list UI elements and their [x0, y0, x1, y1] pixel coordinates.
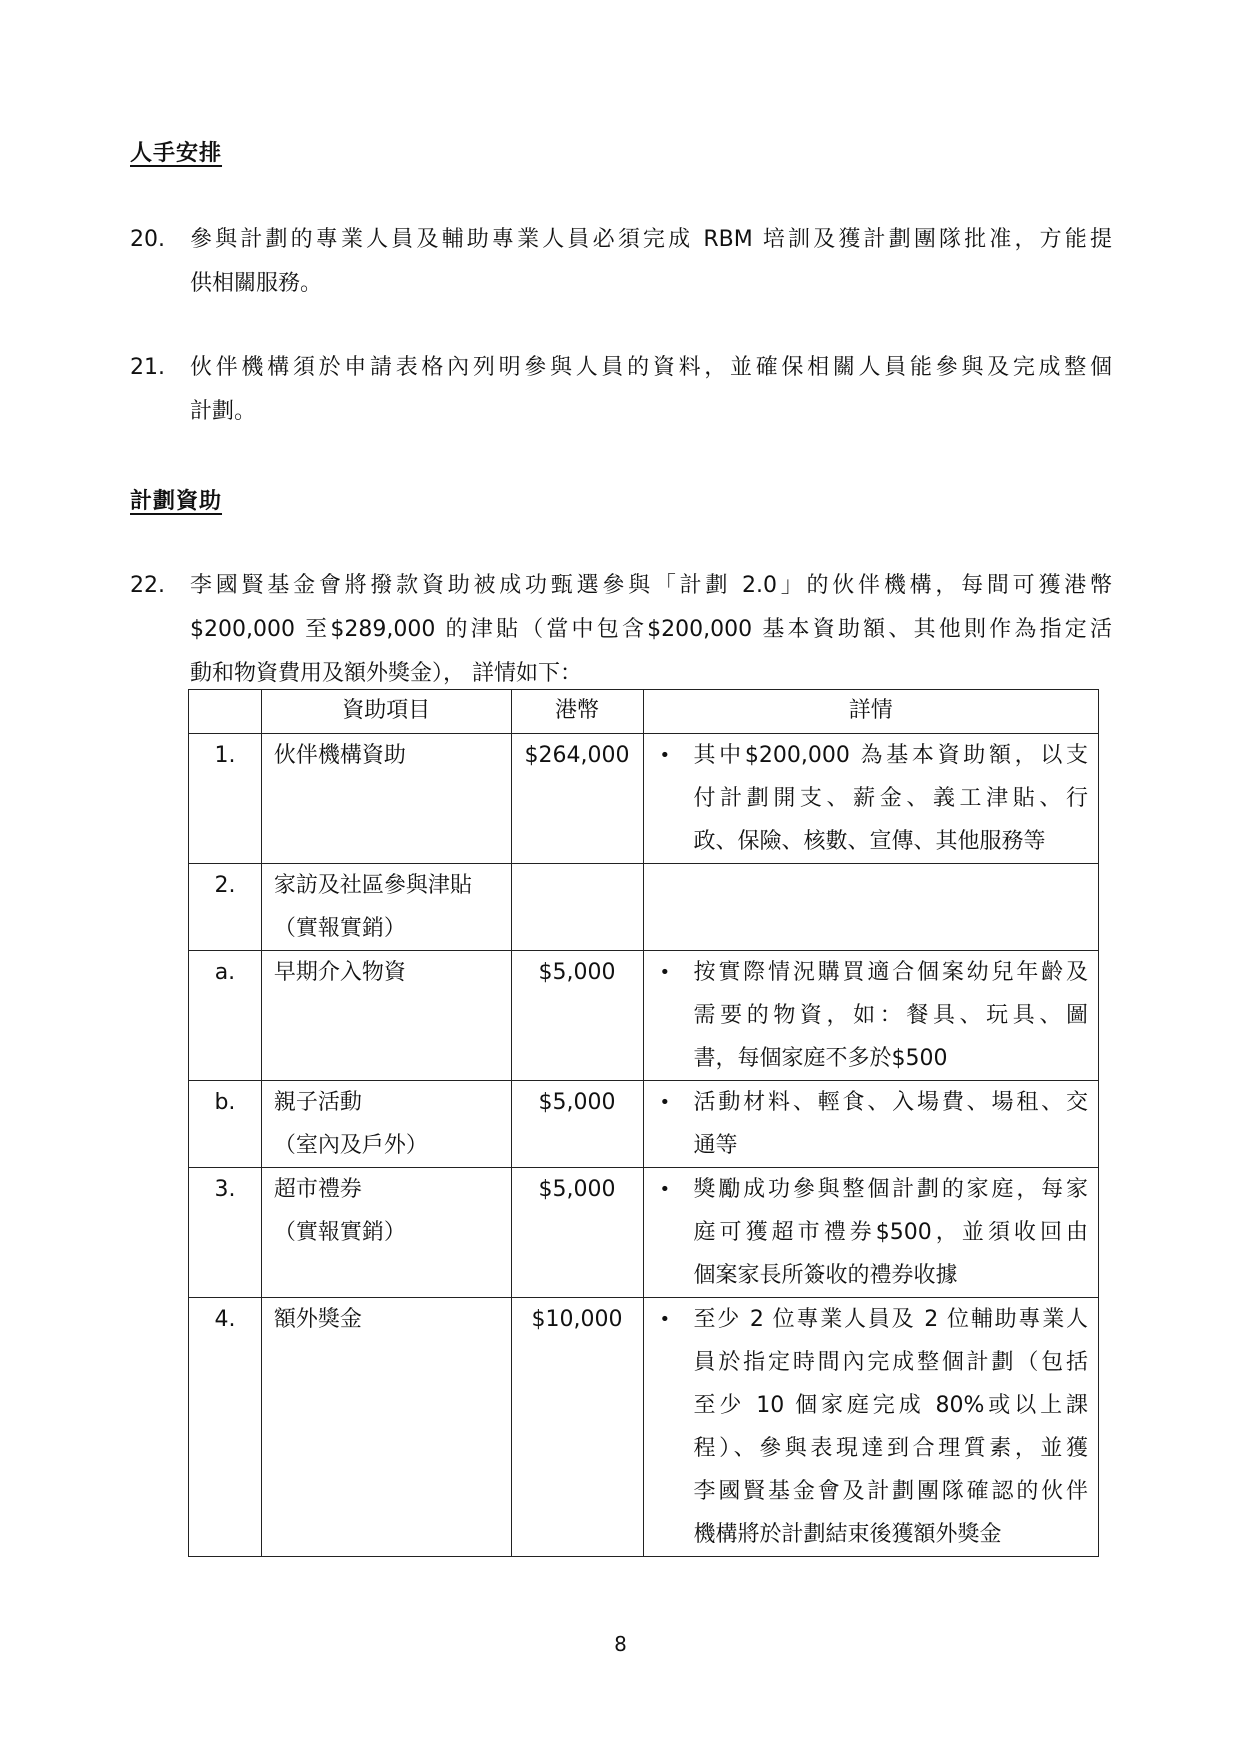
table-row	[189, 951, 1099, 1081]
row-amount: $5,000	[511, 1081, 643, 1168]
table-row	[189, 1298, 1099, 1557]
row-amount: $264,000	[511, 734, 643, 864]
item-line: （實報實銷）	[273, 916, 406, 941]
row-number: 1.	[189, 734, 262, 864]
row-number: 2.	[189, 864, 262, 951]
table-row	[189, 864, 1099, 951]
details-line: 需要的物資，如：餐具、玩具、圖	[693, 1003, 1088, 1028]
details-line: 員於指定時間內完成整個計劃（包括	[693, 1350, 1088, 1375]
details-line: 至少 2 位專業人員及 2 位輔助專業人	[693, 1307, 1088, 1332]
row-details	[643, 734, 1099, 864]
section-heading-staffing: 人手安排	[130, 141, 223, 166]
page-number: 8	[614, 1632, 627, 1656]
details-line: 程）、參與表現達到合理質素，並獲	[693, 1436, 1088, 1461]
row-amount: $10,000	[511, 1298, 643, 1557]
row-item	[261, 1081, 511, 1168]
row-item	[261, 951, 511, 1081]
details-line: 個案家長所簽收的禮券收據	[693, 1263, 958, 1288]
paragraph-line: 參與計劃的專業人員及輔助專業人員必須完成 RBM 培訓及獲計劃團隊批准，方能提	[190, 227, 1112, 252]
item-line: 早期介入物資	[273, 960, 406, 985]
row-item	[261, 734, 511, 864]
paragraph-number: 22.	[130, 573, 165, 598]
paragraph-line: 伙伴機構須於申請表格內列明參與人員的資料，並確保相關人員能參與及完成整個	[190, 355, 1112, 380]
header-amount: 港幣	[511, 690, 643, 734]
bullet-icon: •	[659, 1179, 671, 1200]
paragraph-text	[190, 564, 1112, 696]
details-line: 庭可獲超市禮券$500，並須收回由	[693, 1220, 1088, 1245]
bullet-item	[654, 1081, 1089, 1167]
bullet-item	[654, 951, 1089, 1080]
row-item	[261, 1168, 511, 1298]
row-details	[643, 864, 1099, 951]
bullet-icon: •	[659, 745, 671, 766]
row-amount: $5,000	[511, 951, 643, 1081]
table-row	[189, 1168, 1099, 1298]
details-line: 至少 10 個家庭完成 80%或以上課	[693, 1393, 1088, 1418]
row-details	[643, 1168, 1099, 1298]
item-line: 家訪及社區參與津貼	[273, 873, 472, 898]
table-row	[189, 1081, 1099, 1168]
details-line: 付計劃開支、薪金、義工津貼、行	[693, 786, 1088, 811]
header-no	[189, 690, 262, 734]
details-line: 按實際情況購買適合個案幼兒年齡及	[693, 960, 1088, 985]
row-number: b.	[189, 1081, 262, 1168]
item-line: 超市禮券	[273, 1177, 362, 1202]
paragraph-line: 供相關服務。	[190, 271, 323, 296]
paragraph-text	[190, 346, 1112, 434]
details-line: 活動材料、輕食、入場費、場租、交	[693, 1090, 1088, 1115]
item-line: （實報實銷）	[273, 1220, 406, 1245]
details-line: 書，每個家庭不多於$500	[693, 1046, 948, 1071]
paragraph-line: 計劃。	[190, 399, 257, 424]
row-details	[643, 951, 1099, 1081]
paragraph-line: 動和物資費用及額外獎金）， 詳情如下：	[190, 661, 582, 686]
section-heading-funding: 計劃資助	[130, 489, 223, 514]
header-item: 資助項目	[261, 690, 511, 734]
details-line: 獎勵成功參與整個計劃的家庭，每家	[693, 1177, 1088, 1202]
bullet-icon: •	[659, 1309, 671, 1330]
row-amount	[511, 864, 643, 951]
row-number: 3.	[189, 1168, 262, 1298]
item-line: 額外獎金	[273, 1307, 362, 1332]
row-details	[643, 1081, 1099, 1168]
details-line: 機構將於計劃結束後獲額外獎金	[693, 1522, 1002, 1547]
paragraph-line: $200,000 至$289,000 的津貼（當中包含$200,000 基本資助額、其他則作為指定活	[190, 617, 1112, 642]
table-body	[189, 734, 1099, 1557]
row-amount: $5,000	[511, 1168, 643, 1298]
details-line: 其中$200,000 為基本資助額，以支	[693, 743, 1088, 768]
bullet-icon: •	[659, 1092, 671, 1113]
paragraph-text	[190, 218, 1112, 306]
item-line: （室內及戶外）	[273, 1133, 428, 1158]
paragraph-number: 20.	[130, 227, 165, 252]
table-header-row	[189, 690, 1099, 734]
bullet-item	[654, 734, 1089, 863]
row-details	[643, 1298, 1099, 1557]
row-number: a.	[189, 951, 262, 1081]
paragraph-line: 李國賢基金會將撥款資助被成功甄選參與「計劃 2.0」的伙伴機構，每間可獲港幣	[190, 573, 1112, 598]
row-number: 4.	[189, 1298, 262, 1557]
details-line: 李國賢基金會及計劃團隊確認的伙伴	[693, 1479, 1088, 1504]
paragraph-number: 21.	[130, 355, 165, 380]
details-line: 政、保險、核數、宣傳、其他服務等	[693, 829, 1046, 854]
row-item	[261, 1298, 511, 1557]
funding-table	[188, 689, 1099, 1557]
header-details: 詳情	[643, 690, 1099, 734]
bullet-item	[654, 1168, 1089, 1297]
row-item	[261, 864, 511, 951]
item-line: 親子活動	[273, 1090, 362, 1115]
table-row	[189, 734, 1099, 864]
bullet-item	[654, 1298, 1089, 1556]
details-line: 通等	[693, 1133, 738, 1158]
item-line: 伙伴機構資助	[273, 743, 406, 768]
bullet-icon: •	[659, 962, 671, 983]
